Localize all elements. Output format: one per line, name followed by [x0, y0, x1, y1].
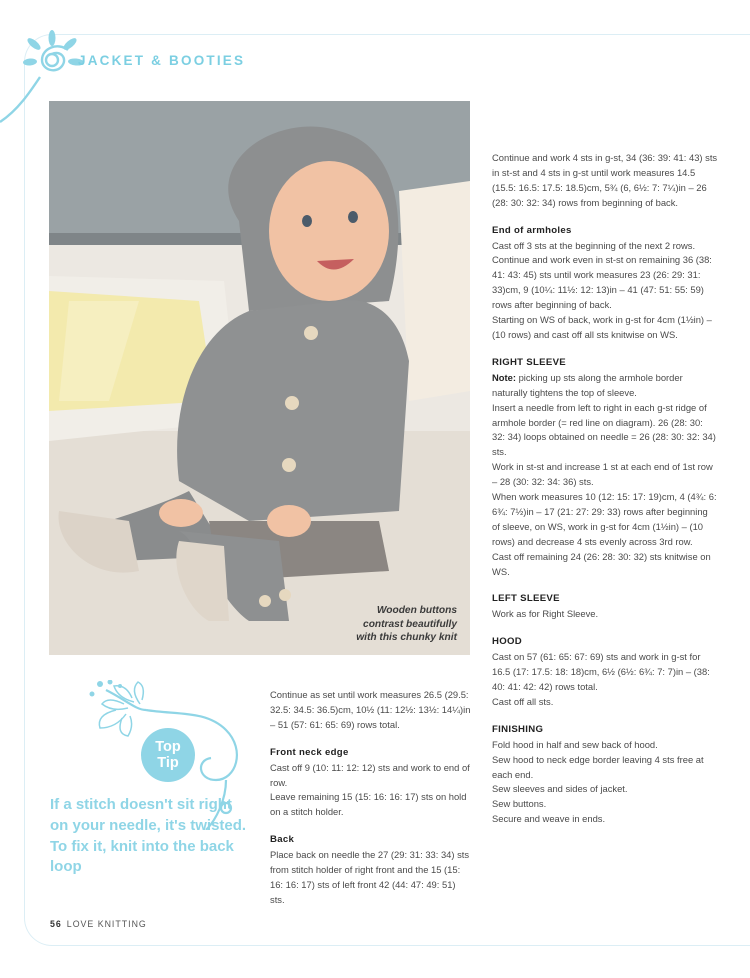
note-label: Note:	[492, 371, 516, 383]
paragraph: Sew buttons.	[492, 798, 547, 810]
top-tip-text: If a stitch doesn't sit right on your needle, it's twisted. To fix it, knit into the back loop	[50, 796, 247, 876]
note-paragraph	[492, 371, 718, 401]
note-text: picking up sts along the armhole border naturally tightens the top of sleeve.	[492, 371, 683, 398]
heading-hood: HOOD	[492, 636, 522, 648]
page-footer	[50, 919, 147, 929]
caption-line: Wooden buttons	[376, 605, 457, 616]
paragraph: Continue and work 4 sts in g-st, 34 (36: 39: 41: 43) sts in st-st and 4 sts in g-st until work measures 14.5 (15.5: 16.5: 17.5: 18.5)cm, 5¾ (6, 6½: 7: 7¼)in – 26 (28: 30: 32: 34) rows from beginning of back.	[492, 152, 718, 208]
heading-front-neck-edge: Front neck edge	[270, 746, 349, 758]
badge-line: Top	[155, 739, 181, 755]
top-tip-badge	[141, 728, 195, 782]
paragraph: Fold hood in half and sew back of hood.	[492, 738, 658, 750]
paragraph: Secure and weave in ends.	[492, 813, 606, 825]
photo-illustration	[49, 101, 470, 655]
magazine-name: LOVE KNITTING	[66, 919, 147, 929]
paragraph: Cast on 57 (61: 65: 67: 69) sts and work in g-st for 16.5 (17: 17.5: 18: 18)cm, 6½ (6½: 6¾: 7: 7)in – (38: 40: 41: 42: 42) rows total.	[492, 651, 710, 692]
paragraph: Cast off remaining 24 (26: 28: 30: 32) sts knitwise on WS.	[492, 550, 711, 577]
paragraph: Starting on WS of back, work in g-st for 4cm (1½in) – (10 rows) and cast off all sts knitwise on WS.	[492, 314, 712, 340]
paragraph: Cast off 3 sts at the beginning of the next 2 rows.	[492, 239, 696, 251]
heading-right-sleeve: RIGHT SLEEVE	[492, 356, 566, 368]
page-number: 56	[50, 919, 62, 929]
paragraph: Sew sleeves and sides of jacket.	[492, 783, 628, 795]
photo-caption	[317, 604, 457, 645]
badge-line: Tip	[157, 755, 179, 771]
paragraph: Place back on needle the 27 (29: 31: 33: 34) sts from stitch holder of right front and the 15 (15: 16: 16: 17) sts of left front 42 (44: 47: 49: 51) sts.	[270, 849, 470, 905]
paragraph: Work in st-st and increase 1 st at each end of 1st row – 28 (30: 32: 34: 36) sts.	[492, 461, 713, 488]
instructions-right-column	[492, 151, 718, 827]
paragraph: Cast off all sts.	[492, 695, 554, 707]
paragraph: Work as for Right Sleeve.	[492, 608, 599, 620]
paragraph: Leave remaining 15 (15: 16: 16: 17) sts on hold on a stitch holder.	[270, 791, 467, 818]
paragraph: Cast off 9 (10: 11: 12: 12) sts and work to end of row.	[270, 761, 470, 788]
instructions-middle-column	[270, 688, 472, 908]
paragraph: Continue and work even in st-st on remaining 36 (38: 41: 43: 45) sts until work measures 23 (26: 29: 31: 33)cm, 9 (10¼: 11½: 12: 13)in – 41 (47: 51: 55: 59) rows after beginning of back.	[492, 254, 712, 311]
paragraph: When work measures 10 (12: 15: 17: 19)cm, 4 (4¾: 6: 6¾: 7½)in – 17 (21: 27: 29: 33) rows after beginning of sleeve, on WS, work in g-st for 4cm (1½in) – (10 rows) and decrease 4 sts evenly across 3rd row.	[492, 491, 717, 547]
baby-photo	[49, 101, 470, 655]
caption-line: contrast beautifully	[363, 618, 457, 630]
paragraph: Sew hood to neck edge border leaving 4 sts free at each end.	[492, 753, 704, 780]
caption-line: with this chunky knit	[356, 632, 457, 643]
paragraph: Insert a needle from left to right in each g-st ridge of armhole border (= red line on diagram). 26 (28: 30: 32: 34) loops obtained on needle = 26 (28: 30: 32: 34) sts.	[492, 401, 716, 458]
heading-back: Back	[270, 834, 295, 846]
heading-end-of-armholes: End of armholes	[492, 224, 572, 236]
paragraph: Continue as set until work measures 26.5 (29.5: 32.5: 34.5: 36.5)cm, 10½ (11: 12½: 13½: 14¼)in – 51 (57: 61: 65: 69) rows total.	[270, 689, 471, 730]
heading-left-sleeve: LEFT SLEEVE	[492, 593, 560, 605]
heading-finishing: FINISHING	[492, 723, 544, 735]
section-title: JACKET & BOOTIES	[78, 53, 246, 68]
